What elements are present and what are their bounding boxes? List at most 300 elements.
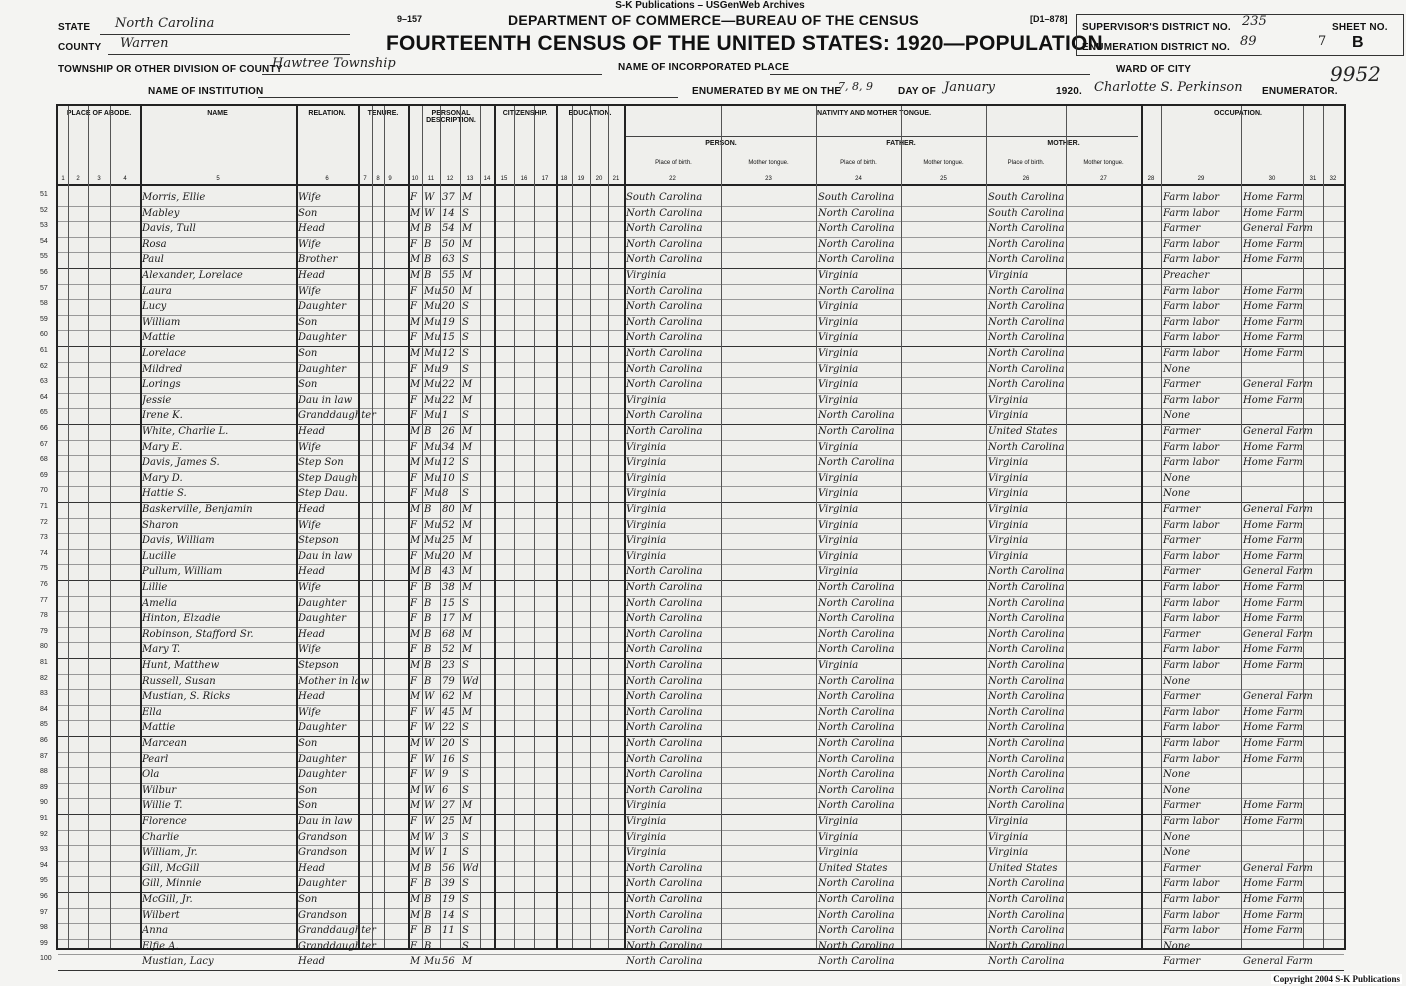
cell-rel: Son bbox=[298, 784, 318, 796]
cell-ind: Home Farm bbox=[1243, 441, 1303, 453]
cell-ind bbox=[1243, 674, 1302, 689]
cell-occ: Farm labor bbox=[1163, 519, 1220, 531]
column-rule bbox=[1161, 106, 1162, 948]
cell-name: Mildred bbox=[142, 363, 183, 375]
day-value: 7, 8, 9 bbox=[838, 80, 873, 93]
cell-race: W bbox=[424, 784, 435, 796]
column-number: 11 bbox=[427, 176, 435, 182]
column-rule bbox=[556, 106, 558, 948]
column-rule bbox=[408, 106, 410, 948]
cell-birth: Virginia bbox=[626, 535, 667, 547]
cell-ind: Home Farm bbox=[1243, 207, 1303, 219]
line-number: 95 bbox=[40, 877, 48, 885]
cell-ind: Home Farm bbox=[1243, 706, 1303, 718]
cell-sex: F bbox=[410, 597, 417, 609]
cell-ind: Home Farm bbox=[1243, 301, 1303, 313]
cell-race: B bbox=[424, 878, 432, 890]
cell-occ: Farm labor bbox=[1163, 722, 1220, 734]
cell-rel: Step Daugh. bbox=[298, 472, 361, 484]
form-id: [D1–878] bbox=[1030, 14, 1068, 24]
line-number: 58 bbox=[40, 300, 48, 308]
cell-name: Rosa bbox=[142, 238, 167, 250]
column-number: 13 bbox=[466, 176, 474, 182]
table-row bbox=[58, 674, 1344, 691]
cell-ms: S bbox=[462, 831, 469, 843]
cell-race: B bbox=[424, 925, 432, 937]
name-header: NAME bbox=[207, 110, 228, 117]
cell-name: Florence bbox=[142, 816, 187, 827]
table-row bbox=[58, 424, 1344, 441]
cell-race: W bbox=[424, 192, 435, 203]
cell-name: Marcean bbox=[142, 738, 187, 749]
form-number: 9–157 bbox=[397, 14, 423, 24]
table-row bbox=[58, 752, 1344, 769]
cell-ind bbox=[1243, 845, 1302, 860]
cell-mbirth: North Carolina bbox=[988, 348, 1065, 359]
table-row bbox=[58, 237, 1344, 254]
table-row bbox=[58, 642, 1344, 659]
county-value: Warren bbox=[120, 36, 169, 51]
cell-sex: F bbox=[410, 675, 417, 687]
table-row bbox=[58, 658, 1344, 675]
cell-race: Mu bbox=[424, 441, 441, 453]
cell-sex: F bbox=[410, 332, 417, 344]
cell-race: B bbox=[424, 270, 432, 281]
cell-fbirth: North Carolina bbox=[818, 753, 895, 765]
cell-name: Laura bbox=[142, 285, 172, 297]
cell-mbirth: North Carolina bbox=[988, 909, 1065, 921]
cell-rel: Daughter bbox=[298, 722, 346, 734]
cell-occ: Farm labor bbox=[1163, 909, 1220, 921]
table-row bbox=[58, 954, 1344, 971]
cell-age: 54 bbox=[442, 223, 455, 235]
cell-sex: M bbox=[410, 316, 421, 328]
cell-ms: S bbox=[462, 301, 469, 313]
table-row bbox=[58, 923, 1344, 940]
cell-birth: North Carolina bbox=[626, 628, 703, 640]
cell-name: Alexander, Lorelace bbox=[142, 270, 243, 281]
cell-name: Pullum, William bbox=[142, 566, 223, 578]
cell-birth: North Carolina bbox=[626, 613, 703, 625]
table-row bbox=[58, 564, 1344, 581]
cell-fbirth: North Carolina bbox=[818, 894, 895, 905]
line-number: 76 bbox=[40, 581, 48, 588]
cell-ms: S bbox=[462, 925, 469, 937]
cell-ms: S bbox=[462, 738, 469, 749]
line-number: 94 bbox=[40, 861, 48, 869]
cell-name: Pearl bbox=[142, 753, 169, 765]
cell-age: 15 bbox=[442, 597, 455, 609]
cell-sex: F bbox=[410, 816, 417, 827]
cell-fbirth: North Carolina bbox=[818, 285, 895, 297]
cell-ind: Home Farm bbox=[1243, 925, 1303, 937]
cell-ind: Home Farm bbox=[1243, 816, 1303, 827]
cell-occ: Farmer bbox=[1163, 223, 1201, 235]
cell-sex: F bbox=[410, 613, 417, 625]
cell-age: 25 bbox=[442, 535, 455, 547]
cell-rel: Dau in law bbox=[298, 816, 353, 827]
incorporated-place-label: NAME OF INCORPORATED PLACE bbox=[618, 62, 790, 73]
cell-mbirth: North Carolina bbox=[988, 597, 1065, 609]
cell-ms: M bbox=[462, 535, 473, 547]
line-number: 69 bbox=[40, 471, 48, 479]
cell-name: Mary E. bbox=[142, 441, 183, 453]
cell-sex: M bbox=[410, 628, 421, 640]
column-rule bbox=[1323, 106, 1324, 948]
cell-name: Mattie bbox=[142, 722, 176, 734]
column-number: 31 bbox=[1309, 176, 1317, 182]
cell-name: McGill, Jr. bbox=[142, 894, 193, 905]
cell-sex: M bbox=[410, 566, 421, 578]
cell-occ: Farmer bbox=[1163, 566, 1201, 578]
table-row bbox=[58, 798, 1344, 815]
cell-name: Jessie bbox=[142, 394, 172, 406]
county-label: COUNTY bbox=[58, 42, 102, 53]
line-number: 87 bbox=[40, 752, 48, 760]
cell-mbirth: Virginia bbox=[988, 504, 1029, 515]
cell-name: Amelia bbox=[142, 597, 177, 609]
cell-ind: Home Farm bbox=[1243, 519, 1303, 531]
cell-race: B bbox=[424, 628, 432, 640]
cell-rel: Stepson bbox=[298, 535, 339, 547]
line-number: 68 bbox=[40, 456, 48, 464]
column-number: 17 bbox=[541, 176, 549, 182]
column-number: 20 bbox=[595, 176, 603, 182]
cell-fbirth: Virginia bbox=[818, 550, 859, 562]
cell-ind: Home Farm bbox=[1243, 394, 1303, 406]
cell-birth: Virginia bbox=[626, 800, 667, 812]
column-number: 12 bbox=[446, 176, 454, 182]
cell-sex: F bbox=[410, 582, 417, 593]
cell-sex: F bbox=[410, 644, 417, 656]
cell-fbirth: North Carolina bbox=[818, 238, 895, 250]
column-rule bbox=[1241, 106, 1242, 948]
cell-birth: North Carolina bbox=[626, 769, 703, 781]
cell-sex: M bbox=[410, 254, 421, 266]
table-row bbox=[58, 486, 1344, 503]
cell-age: 14 bbox=[442, 909, 455, 921]
cell-occ: Farm labor bbox=[1163, 192, 1220, 203]
cell-fbirth: North Carolina bbox=[818, 613, 895, 625]
cell-fbirth: United States bbox=[818, 862, 888, 874]
cell-ind: General Farm bbox=[1243, 628, 1313, 640]
line-number: 65 bbox=[40, 409, 48, 417]
column-rule bbox=[572, 106, 573, 948]
cell-birth: North Carolina bbox=[626, 582, 703, 593]
cell-fbirth: Virginia bbox=[818, 394, 859, 406]
cell-occ: Farm labor bbox=[1163, 332, 1220, 344]
cell-race: Mu bbox=[424, 410, 441, 422]
line-number: 99 bbox=[40, 939, 48, 947]
cell-sex: F bbox=[410, 410, 417, 422]
cell-sex: M bbox=[410, 348, 421, 359]
cell-race: B bbox=[424, 238, 432, 250]
father-birth-subhead: Place of birth. bbox=[840, 160, 877, 166]
state-value: North Carolina bbox=[115, 16, 215, 31]
column-number: 6 bbox=[325, 176, 329, 182]
cell-ms: S bbox=[462, 847, 469, 859]
cell-name: Lillie bbox=[142, 582, 168, 593]
cell-rel: Wife bbox=[298, 706, 321, 718]
cell-birth: Virginia bbox=[626, 441, 667, 453]
cell-mbirth: South Carolina bbox=[988, 192, 1065, 203]
line-number: 63 bbox=[40, 378, 48, 386]
cell-age: 8 bbox=[442, 488, 449, 500]
cell-sex: M bbox=[410, 223, 421, 235]
cell-race: Mu bbox=[424, 363, 441, 375]
table-row bbox=[58, 330, 1344, 347]
sheet-label: SHEET NO. bbox=[1332, 22, 1388, 33]
column-rule bbox=[358, 106, 360, 948]
cell-mbirth: North Carolina bbox=[988, 223, 1065, 235]
cell-birth: Virginia bbox=[626, 831, 667, 843]
cell-ms: M bbox=[462, 504, 473, 515]
cell-ms: S bbox=[462, 909, 469, 921]
cell-age: 20 bbox=[442, 550, 455, 562]
table-row bbox=[58, 377, 1344, 394]
cell-race: B bbox=[424, 223, 432, 235]
cell-name: Irene K. bbox=[142, 410, 183, 422]
column-rule bbox=[384, 106, 385, 948]
cell-race: Mu bbox=[424, 285, 441, 297]
cell-rel: Wife bbox=[298, 285, 321, 297]
table-row bbox=[58, 502, 1344, 519]
cell-mbirth: Virginia bbox=[988, 535, 1029, 547]
mother-tongue-subhead: Mother tongue. bbox=[1083, 160, 1124, 166]
cell-fbirth: Virginia bbox=[818, 816, 859, 827]
cell-ind: General Farm bbox=[1243, 426, 1313, 437]
column-number: 27 bbox=[1100, 176, 1107, 182]
cell-rel: Head bbox=[298, 862, 326, 874]
cell-occ: Farmer bbox=[1163, 691, 1201, 703]
cell-name: Mabley bbox=[142, 207, 180, 219]
cell-age: 39 bbox=[442, 878, 455, 890]
cell-fbirth: Virginia bbox=[818, 270, 859, 281]
cell-name: Davis, James S. bbox=[142, 457, 220, 469]
cell-ind: Home Farm bbox=[1243, 753, 1303, 765]
cell-birth: North Carolina bbox=[626, 956, 703, 968]
cell-age: 55 bbox=[442, 270, 455, 281]
cell-rel: Head bbox=[298, 956, 326, 968]
column-rule bbox=[296, 106, 298, 948]
cell-name: Mustian, Lacy bbox=[142, 956, 214, 968]
year-label: 1920. bbox=[1056, 86, 1083, 97]
line-number: 74 bbox=[40, 549, 48, 557]
cell-ind: Home Farm bbox=[1243, 582, 1303, 593]
cell-sex: F bbox=[410, 940, 417, 952]
cell-ind: Home Farm bbox=[1243, 285, 1303, 297]
cell-age: 3 bbox=[442, 831, 449, 843]
cell-race: B bbox=[424, 894, 432, 905]
cell-mbirth: North Carolina bbox=[988, 894, 1065, 905]
column-rule bbox=[608, 106, 609, 948]
line-number: 51 bbox=[40, 191, 48, 198]
cell-mbirth: Virginia bbox=[988, 457, 1029, 469]
cell-ind: General Farm bbox=[1243, 223, 1313, 235]
cell-race: Mu bbox=[424, 301, 441, 313]
line-number: 59 bbox=[40, 315, 48, 323]
cell-fbirth: South Carolina bbox=[818, 192, 895, 203]
cell-age bbox=[442, 939, 459, 954]
cell-sex: F bbox=[410, 753, 417, 765]
cell-name: Lucille bbox=[142, 550, 177, 562]
column-rule bbox=[372, 106, 373, 948]
table-row bbox=[58, 268, 1344, 285]
cell-occ: Farmer bbox=[1163, 800, 1201, 812]
cell-race: W bbox=[424, 691, 435, 703]
cell-fbirth: Virginia bbox=[818, 566, 859, 578]
education-header: EDUCATION. bbox=[568, 110, 612, 117]
cell-age: 9 bbox=[442, 769, 449, 781]
cell-fbirth: Virginia bbox=[818, 660, 859, 671]
column-rule bbox=[514, 106, 515, 948]
cell-sex: M bbox=[410, 207, 421, 219]
cell-birth: North Carolina bbox=[626, 238, 703, 250]
cell-occ: None bbox=[1163, 784, 1191, 796]
cell-rel: Wife bbox=[298, 644, 321, 656]
line-number: 86 bbox=[40, 737, 48, 744]
cell-race: Mu bbox=[424, 472, 441, 484]
cell-race: W bbox=[424, 738, 435, 749]
cell-sex: F bbox=[410, 285, 417, 297]
cell-sex: M bbox=[410, 457, 421, 469]
cell-rel: Head bbox=[298, 223, 326, 235]
cell-name: Gill, McGill bbox=[142, 862, 200, 874]
cell-ind bbox=[1243, 486, 1302, 501]
cell-ms: S bbox=[462, 769, 469, 781]
cell-rel: Step Dau. bbox=[298, 488, 348, 500]
cell-ms: S bbox=[462, 332, 469, 344]
cell-fbirth: North Carolina bbox=[818, 582, 895, 593]
cell-age: 19 bbox=[442, 316, 455, 328]
cell-occ: Farm labor bbox=[1163, 738, 1220, 749]
cell-fbirth: North Carolina bbox=[818, 628, 895, 640]
cell-birth: North Carolina bbox=[626, 691, 703, 703]
cell-name: Charlie bbox=[142, 831, 180, 843]
line-number: 71 bbox=[40, 503, 48, 510]
column-number: 8 bbox=[376, 176, 380, 182]
cell-birth: North Carolina bbox=[626, 940, 703, 952]
cell-fbirth: Virginia bbox=[818, 504, 859, 515]
cell-name: Hinton, Elzadie bbox=[142, 613, 221, 625]
cell-mbirth: Virginia bbox=[988, 394, 1029, 406]
table-row bbox=[58, 299, 1344, 316]
column-number: 16 bbox=[520, 176, 528, 182]
cell-age: 26 bbox=[442, 426, 455, 437]
cell-name: Lucy bbox=[142, 301, 167, 313]
cell-ind: Home Farm bbox=[1243, 738, 1303, 749]
cell-race: B bbox=[424, 940, 432, 952]
cell-ms: M bbox=[462, 628, 473, 640]
line-number: 85 bbox=[40, 721, 48, 729]
cell-age: 38 bbox=[442, 582, 455, 593]
cell-ms: S bbox=[462, 660, 469, 671]
cell-age: 79 bbox=[442, 675, 455, 687]
cell-birth: Virginia bbox=[626, 847, 667, 859]
line-number: 83 bbox=[40, 690, 48, 698]
cell-birth: North Carolina bbox=[626, 925, 703, 937]
cell-fbirth: North Carolina bbox=[818, 675, 895, 687]
cell-ms: S bbox=[462, 753, 469, 765]
cell-mbirth: United States bbox=[988, 862, 1058, 874]
cell-ms: M bbox=[462, 566, 473, 578]
cell-occ: Farm labor bbox=[1163, 644, 1220, 656]
cell-rel: Head bbox=[298, 504, 326, 515]
cell-ind bbox=[1243, 268, 1302, 283]
cell-ms: Wd bbox=[462, 675, 479, 687]
cell-occ: Farm labor bbox=[1163, 348, 1220, 359]
line-number: 79 bbox=[40, 627, 48, 635]
column-number: 2 bbox=[76, 176, 80, 182]
cell-fbirth: North Carolina bbox=[818, 800, 895, 812]
cell-occ: None bbox=[1163, 472, 1191, 484]
column-number: 14 bbox=[483, 176, 491, 182]
cell-ind: Home Farm bbox=[1243, 894, 1303, 905]
column-rule bbox=[140, 106, 142, 948]
cell-ms: M bbox=[462, 394, 473, 406]
table-row bbox=[58, 861, 1344, 878]
cell-ms: M bbox=[462, 223, 473, 235]
cell-race: Mu bbox=[424, 550, 441, 562]
cell-mbirth: South Carolina bbox=[988, 207, 1065, 219]
column-number: 23 bbox=[765, 176, 772, 182]
cell-name: Davis, William bbox=[142, 535, 215, 547]
column-rule bbox=[624, 106, 626, 948]
cell-occ: None bbox=[1163, 831, 1191, 843]
column-rule bbox=[590, 106, 591, 948]
nativity-header: NATIVITY AND MOTHER TONGUE. bbox=[816, 110, 932, 117]
cell-occ: Farmer bbox=[1163, 379, 1201, 391]
table-row bbox=[58, 814, 1344, 831]
page-title: FOURTEENTH CENSUS OF THE UNITED STATES: 1920—POPULATION bbox=[386, 32, 1103, 55]
cell-age: 56 bbox=[442, 956, 455, 968]
cell-age: 10 bbox=[442, 472, 455, 484]
line-number: 54 bbox=[40, 237, 48, 245]
cell-birth: Virginia bbox=[626, 519, 667, 531]
cell-mbirth: North Carolina bbox=[988, 644, 1065, 656]
column-number: 4 bbox=[123, 176, 127, 182]
cell-ms: M bbox=[462, 238, 473, 250]
line-number: 73 bbox=[40, 534, 48, 542]
cell-occ: Farm labor bbox=[1163, 660, 1220, 671]
cell-rel: Granddaughter bbox=[298, 925, 376, 937]
cell-age: 22 bbox=[442, 394, 455, 406]
cell-ind: General Farm bbox=[1243, 862, 1313, 874]
column-number: 29 bbox=[1197, 176, 1205, 182]
cell-name: Baskerville, Benjamin bbox=[142, 504, 253, 515]
cell-age: 56 bbox=[442, 862, 455, 874]
cell-sex: F bbox=[410, 472, 417, 484]
cell-fbirth: Virginia bbox=[818, 332, 859, 344]
cell-rel: Wife bbox=[298, 441, 321, 453]
cell-ms: S bbox=[462, 722, 469, 734]
cell-mbirth: North Carolina bbox=[988, 675, 1065, 687]
cell-age: 16 bbox=[442, 753, 455, 765]
cell-ms: M bbox=[462, 691, 473, 703]
cell-rel: Mother in law bbox=[298, 675, 370, 687]
cell-name: Hattie S. bbox=[142, 488, 187, 500]
cell-birth: North Carolina bbox=[626, 301, 703, 313]
cell-occ: Farm labor bbox=[1163, 238, 1220, 250]
cell-age: 22 bbox=[442, 379, 455, 391]
cell-rel: Step Son bbox=[298, 457, 344, 469]
cell-age: 45 bbox=[442, 706, 455, 718]
cell-birth: North Carolina bbox=[626, 675, 703, 687]
cell-fbirth: Virginia bbox=[818, 379, 859, 391]
line-number: 90 bbox=[40, 799, 48, 807]
cell-rel: Son bbox=[298, 316, 318, 328]
tenure-header: TENURE. bbox=[367, 110, 399, 117]
